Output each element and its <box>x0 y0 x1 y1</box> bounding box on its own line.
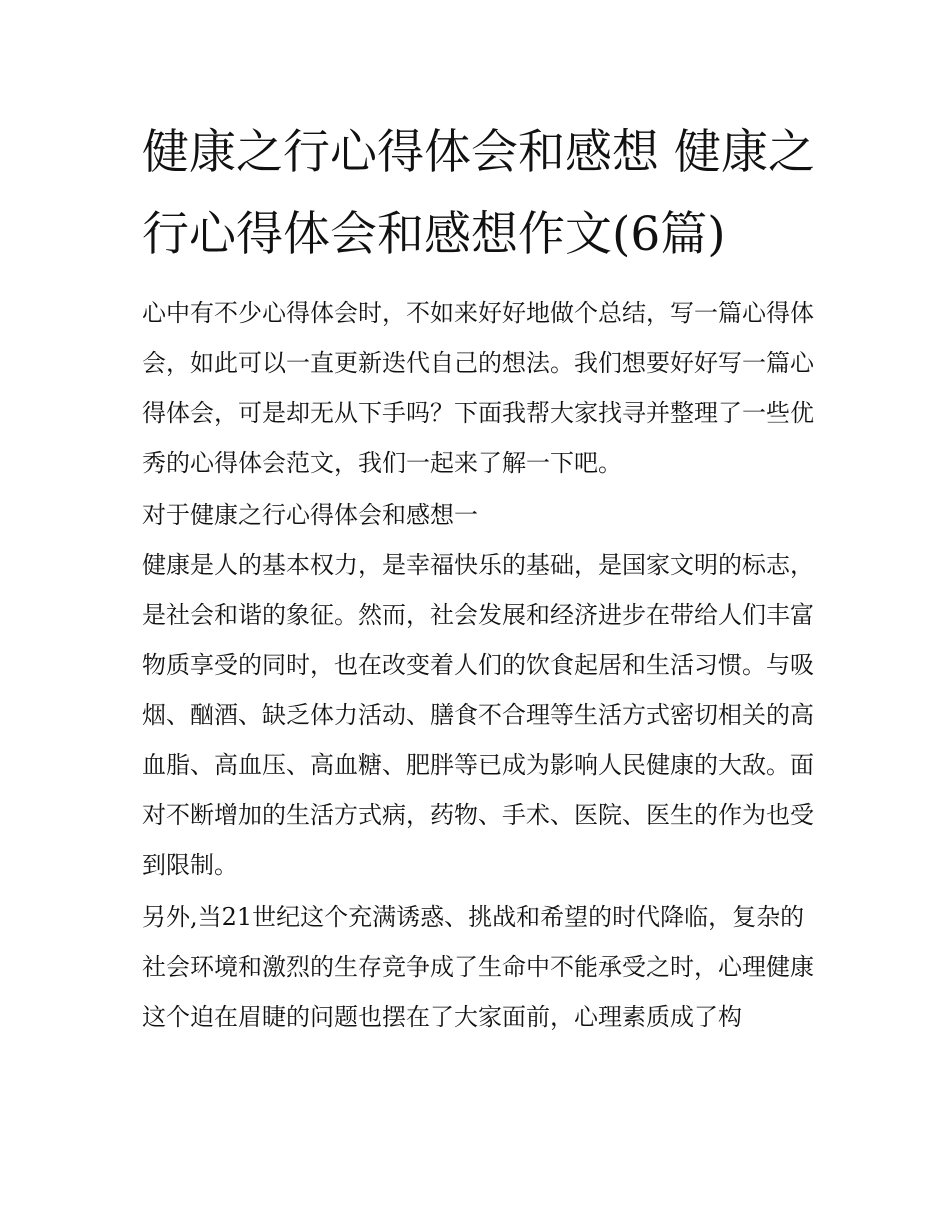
body-paragraph-2: 另外,当21世纪这个充满诱惑、挑战和希望的时代降临，复杂的社会环境和激烈的生存竞争成了生命中不能承受之时，心理健康这个迫在眉睫的问题也摆在了大家面前，心理素质成了构 <box>142 903 814 1031</box>
section-heading: 对于健康之行心得体会和感想一 <box>142 501 478 529</box>
intro-paragraph: 心中有不少心得体会时，不如来好好地做个总结，写一篇心得体会，如此可以一直更新迭代自己的想法。我们想要好好写一篇心得体会，可是却无从下手吗？下面我帮大家找寻并整理了一些优秀的心得体会范文，我们一起来了解一下吧。 <box>142 299 814 477</box>
document-title: 健康之行心得体会和感想 健康之行心得体会和感想作文(6篇) <box>142 125 815 262</box>
document-page <box>142 112 822 1042</box>
body-paragraph-1: 健康是人的基本权力，是幸福快乐的基础，是国家文明的标志，是社会和谐的象征。然而，社会发展和经济进步在带给人们丰富物质享受的同时，也在改变着人们的饮食起居和生活习惯。与吸烟、酗酒、缺乏体力活动、膳食不合理等生活方式密切相关的高血脂、高血压、高血糖、肥胖等已成为影响人民健康的大敌。面对不断增加的生活方式病，药物、手术、医院、医生的作为也受到限制。 <box>142 551 814 879</box>
